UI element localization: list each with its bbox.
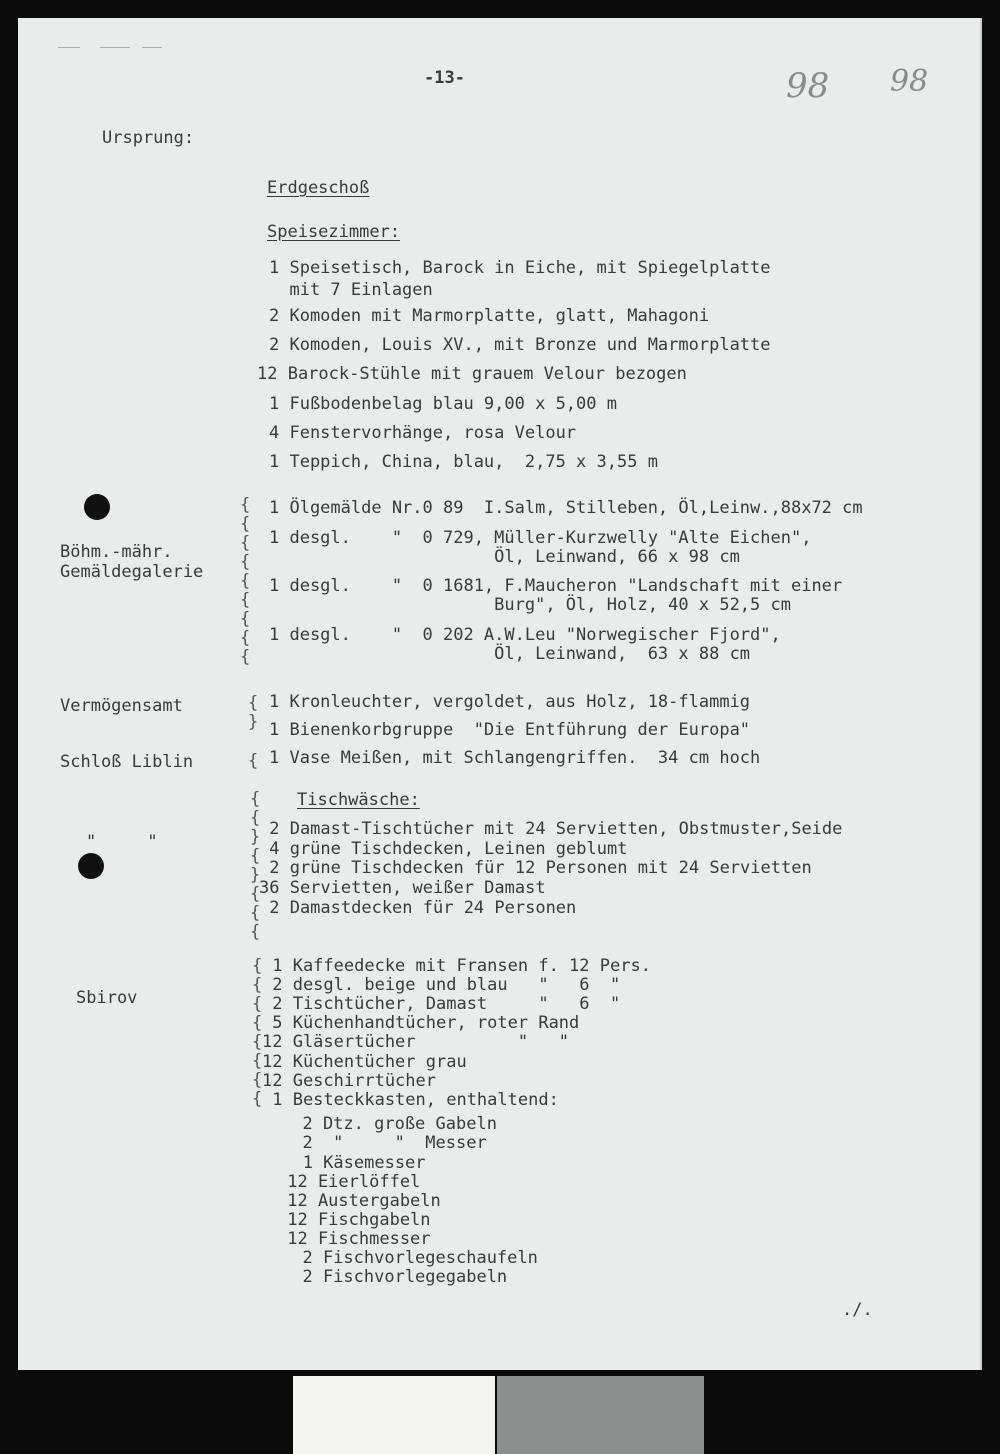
list-item: 5 Küchenhandtücher, roter Rand — [262, 1013, 580, 1033]
list-item: 2 Damast-Tischtücher mit 24 Servietten, Obstmuster,Seide — [259, 819, 843, 839]
punch-hole — [84, 494, 110, 520]
list-item: 1 Teppich, China, blau, 2,75 x 3,55 m — [269, 452, 658, 472]
section-title: Erdgeschoß — [267, 178, 370, 198]
list-item: 12 Eierlöffel — [277, 1172, 421, 1192]
list-item: 36 Servietten, weißer Damast — [259, 878, 546, 898]
list-item: 1 Bienenkorbgruppe "Die Entführung der Europa" — [269, 720, 751, 740]
source-label: Gemäldegalerie — [60, 562, 204, 582]
source-label: Schloß Liblin — [60, 752, 194, 772]
handwritten-number: 98 — [890, 64, 929, 99]
list-item: Öl, Leinwand, 66 x 98 cm — [269, 547, 740, 567]
list-item: 12 Fischmesser — [277, 1229, 431, 1249]
top-left-mark — [142, 47, 162, 48]
list-item: Öl, Leinwand, 63 x 88 cm — [269, 644, 751, 664]
list-item: 2 Komoden mit Marmorplatte, glatt, Mahagoni — [269, 306, 710, 326]
list-item: 1 desgl. " 0 202 A.W.Leu "Norwegischer Fjord", — [269, 625, 781, 645]
list-item: 12 Barock-Stühle mit grauem Velour bezogen — [257, 364, 687, 384]
list-item: 1 Besteckkasten, enthaltend: — [262, 1090, 559, 1110]
list-item: 12 Gläsertücher " " — [262, 1032, 570, 1052]
top-left-mark — [100, 47, 130, 48]
list-item: 12 Austergabeln — [277, 1191, 441, 1211]
list-item: 2 " " Messer — [282, 1133, 487, 1153]
source-label: Böhm.-mähr. — [60, 542, 173, 562]
list-item: 12 Fischgabeln — [277, 1210, 431, 1230]
list-item: 12 Küchentücher grau — [262, 1052, 467, 1072]
list-item: 1 Käsemesser — [272, 1153, 426, 1173]
grey-calibration-card — [497, 1376, 704, 1454]
handwritten-number: 98 — [786, 66, 830, 106]
list-item: 1 Speisetisch, Barock in Eiche, mit Spiegelplatte — [269, 258, 771, 278]
list-item: 4 grüne Tischdecken, Leinen geblumt — [259, 839, 628, 859]
list-item: 2 grüne Tischdecken für 12 Personen mit 24 Servietten — [259, 858, 812, 878]
section-title: Tischwäsche: — [297, 790, 420, 810]
list-item: 12 Geschirrtücher — [262, 1071, 436, 1091]
page-number: -13- — [424, 68, 465, 88]
list-item: 2 desgl. beige und blau " 6 " — [262, 975, 621, 995]
list-item: 2 Dtz. große Gabeln — [282, 1114, 497, 1134]
continuation-mark: ./. — [842, 1300, 873, 1320]
white-calibration-card — [293, 1376, 495, 1454]
list-item: 1 desgl. " 0 729, Müller-Kurzwelly "Alte Eichen", — [269, 528, 812, 548]
bracket: { { { { { { { { — [252, 956, 263, 1109]
bracket: { — [248, 751, 259, 771]
bracket: { } — [248, 693, 259, 732]
list-item: 4 Fenstervorhänge, rosa Velour — [269, 423, 577, 443]
list-item: 2 Fischvorlegeschaufeln — [282, 1248, 538, 1268]
list-item: 2 Damastdecken für 24 Personen — [259, 898, 577, 918]
list-item: 1 Vase Meißen, mit Schlangengriffen. 34 cm hoch — [269, 748, 761, 768]
bracket: { { { { { { { { { — [240, 495, 251, 667]
source-label: Vermögensamt — [60, 696, 183, 716]
list-item: 2 Tischtücher, Damast " 6 " — [262, 994, 621, 1014]
origin-label: Ursprung: — [102, 128, 195, 148]
list-item: 1 Fußbodenbelag blau 9,00 x 5,00 m — [269, 394, 617, 414]
bracket: { { } { } { { { — [250, 789, 261, 942]
list-item: 1 Kaffeedecke mit Fransen f. 12 Pers. — [262, 956, 651, 976]
ditto-label: " " — [86, 832, 158, 852]
list-item: 1 Ölgemälde Nr.0 89 I.Salm, Stilleben, Öl,Leinw.,88x72 cm — [269, 498, 863, 518]
list-item: 1 desgl. " 0 1681, F.Maucheron "Landschaft mit einer — [269, 576, 843, 596]
list-item: 2 Fischvorlegegabeln — [282, 1267, 508, 1287]
punch-hole — [78, 853, 104, 879]
list-item: mit 7 Einlagen — [269, 280, 433, 300]
list-item: 2 Komoden, Louis XV., mit Bronze und Marmorplatte — [269, 335, 771, 355]
list-item: 1 Kronleuchter, vergoldet, aus Holz, 18-flammig — [269, 692, 751, 712]
room-title: Speisezimmer: — [267, 222, 401, 242]
top-left-mark — [58, 47, 80, 48]
source-label: Sbirov — [76, 988, 138, 1008]
list-item: Burg", Öl, Holz, 40 x 52,5 cm — [269, 595, 791, 615]
